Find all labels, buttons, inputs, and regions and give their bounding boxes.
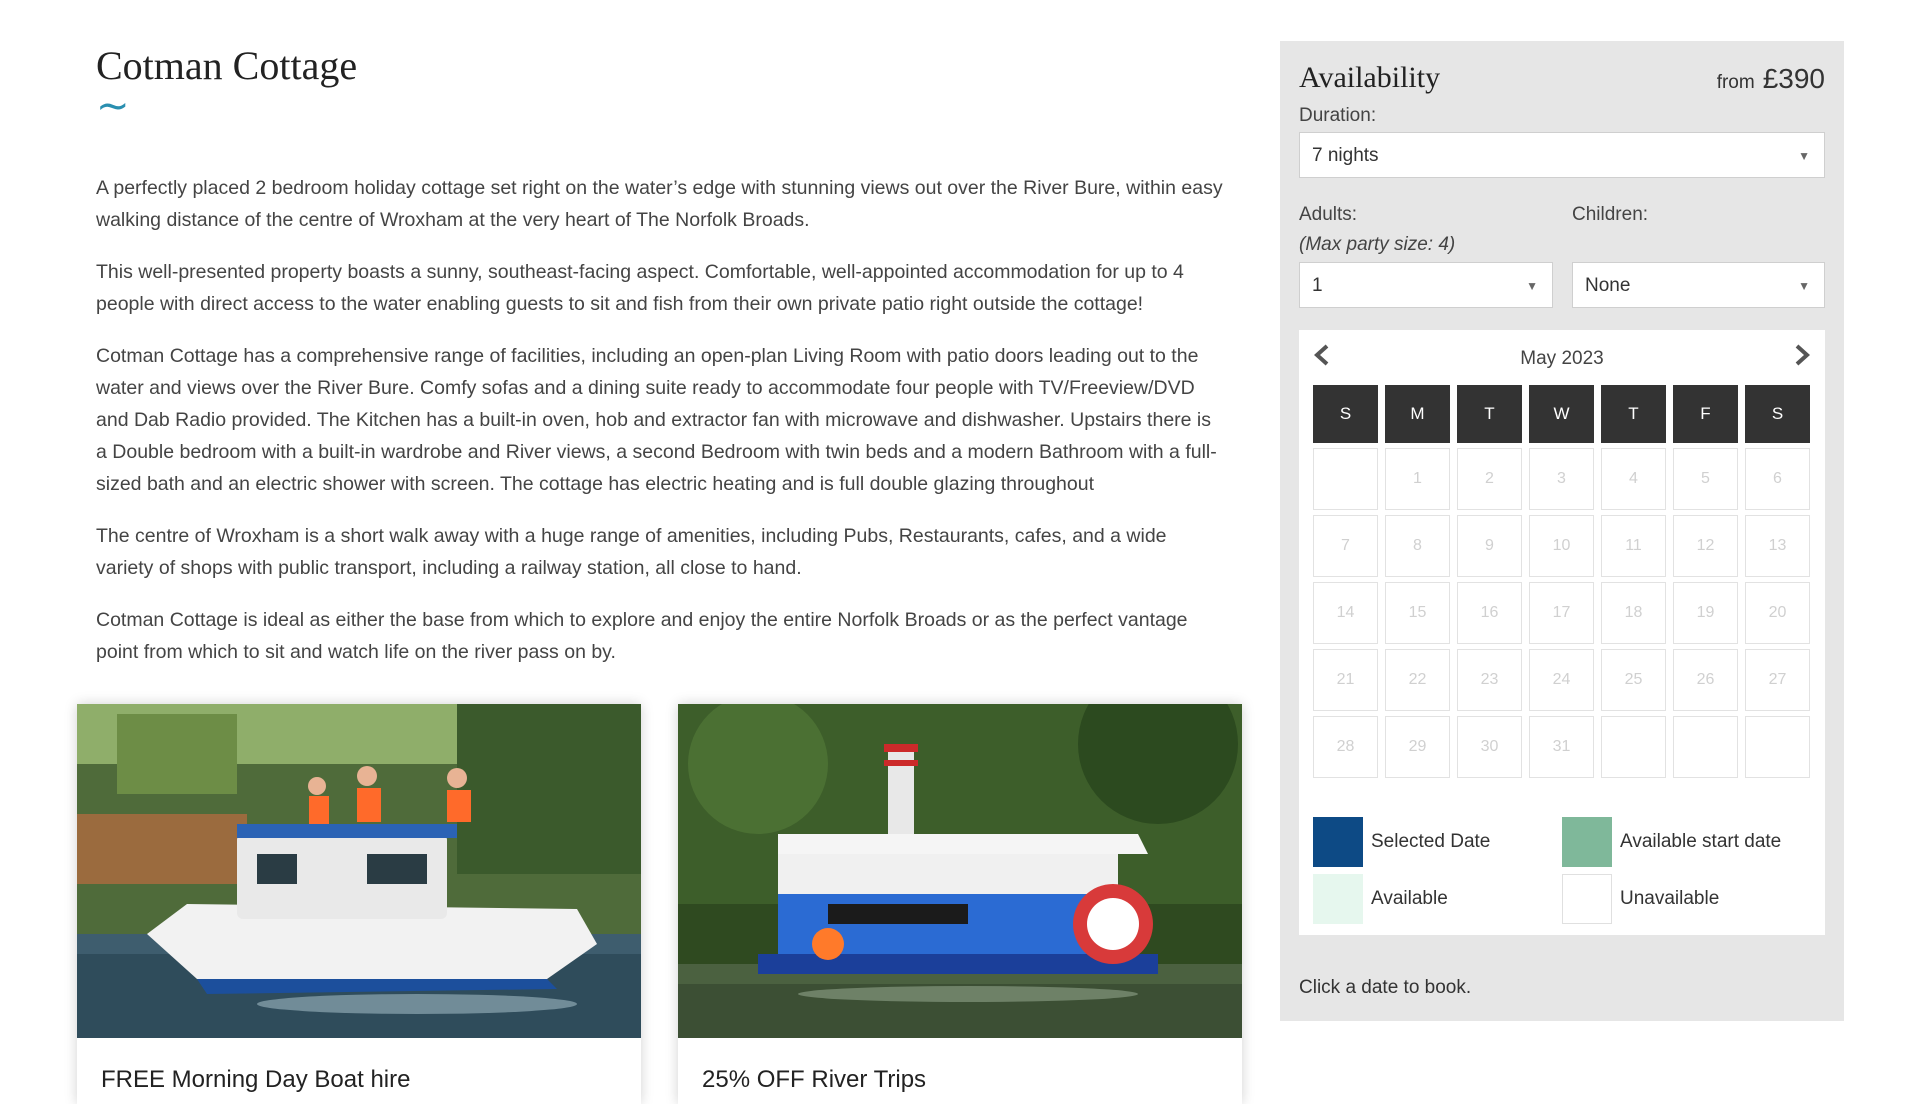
- property-description: [96, 172, 1226, 668]
- booking-hint: Click a date to book.: [1299, 977, 1472, 998]
- calendar-day[interactable]: 31: [1529, 716, 1594, 778]
- dropdown-arrow-icon: ▼: [1798, 279, 1810, 293]
- price-amount: £390: [1762, 63, 1825, 94]
- legend-available: Available: [1371, 888, 1448, 909]
- adults-label: Adults:: [1299, 204, 1358, 225]
- weekday-header: S: [1745, 385, 1810, 443]
- calendar-day[interactable]: 1: [1385, 448, 1450, 510]
- offer-caption[interactable]: FREE Morning Day Boat hire: [101, 1066, 411, 1093]
- legend-available-start: Available start date: [1620, 831, 1782, 852]
- calendar-day[interactable]: 10: [1529, 515, 1594, 577]
- calendar-day[interactable]: 4: [1601, 448, 1666, 510]
- description-paragraph: This well-presented property boasts a sunny, southeast-facing aspect. Comfortable, well-appointed accommodation for up to 4 people with direct access to the water enabling guests to sit and fish from their own private patio right outside the cottage!: [96, 261, 1184, 315]
- calendar-day[interactable]: 11: [1601, 515, 1666, 577]
- chevron-right-icon[interactable]: [1793, 344, 1811, 373]
- calendar-day[interactable]: 19: [1673, 582, 1738, 644]
- offers-list: [77, 704, 1242, 1093]
- party-size-note: (Max party size: 4): [1299, 234, 1456, 255]
- adults-select[interactable]: [1299, 262, 1553, 308]
- paddle-steamer-photo[interactable]: [678, 704, 1242, 1038]
- availability-calendar: [1299, 330, 1825, 935]
- calendar-day[interactable]: 7: [1313, 515, 1378, 577]
- wave-divider-icon: ~: [96, 83, 130, 129]
- calendar-empty-cell: [1313, 448, 1378, 510]
- weekday-header: T: [1601, 385, 1666, 443]
- legend-selected-date: Selected Date: [1371, 831, 1491, 852]
- adults-value: 1: [1312, 275, 1323, 296]
- weekday-header: F: [1673, 385, 1738, 443]
- calendar-day[interactable]: 24: [1529, 649, 1594, 711]
- duration-value: 7 nights: [1312, 145, 1379, 166]
- offer-card-boat-hire[interactable]: [77, 704, 641, 1104]
- boat-photo[interactable]: [77, 704, 641, 1038]
- offer-card-river-trips[interactable]: [678, 704, 1242, 1104]
- weekday-header: M: [1385, 385, 1450, 443]
- calendar-day[interactable]: 16: [1457, 582, 1522, 644]
- calendar-day[interactable]: 25: [1601, 649, 1666, 711]
- calendar-day[interactable]: 21: [1313, 649, 1378, 711]
- children-value: None: [1585, 275, 1631, 296]
- description-paragraph: A perfectly placed 2 bedroom holiday cottage set right on the water’s edge with stunning views out over the River Bure, within easy walking distance of the centre of Wroxham at the very heart of The Norfolk Broads.: [96, 177, 1223, 231]
- children-label: Children:: [1572, 204, 1649, 225]
- weekday-header: T: [1457, 385, 1522, 443]
- legend-swatch-unavailable: [1562, 874, 1612, 924]
- calendar-day[interactable]: 3: [1529, 448, 1594, 510]
- calendar-empty-cell: [1745, 716, 1810, 778]
- calendar-day[interactable]: 29: [1385, 716, 1450, 778]
- legend-swatch-start: [1562, 817, 1612, 867]
- calendar-day[interactable]: 14: [1313, 582, 1378, 644]
- calendar-day[interactable]: 5: [1673, 448, 1738, 510]
- calendar-day[interactable]: 9: [1457, 515, 1522, 577]
- calendar-day[interactable]: 28: [1313, 716, 1378, 778]
- calendar-day[interactable]: 20: [1745, 582, 1810, 644]
- offer-caption[interactable]: 25% OFF River Trips: [702, 1066, 927, 1093]
- calendar-day[interactable]: 15: [1385, 582, 1450, 644]
- calendar-day[interactable]: 17: [1529, 582, 1594, 644]
- calendar-day[interactable]: 13: [1745, 515, 1810, 577]
- dropdown-arrow-icon: ▼: [1798, 149, 1810, 163]
- description-paragraph: Cotman Cottage is ideal as either the base from which to explore and enjoy the entire Norfolk Broads or as the perfect vantage point from which to sit and watch life on the river pass on by.: [96, 609, 1188, 663]
- weekday-header: W: [1529, 385, 1594, 443]
- description-paragraph: The centre of Wroxham is a short walk away with a huge range of amenities, including Pubs, Restaurants, cafes, and a wide variety of shops with public transport, including a railway station, all close to hand.: [96, 525, 1167, 579]
- calendar-day[interactable]: 23: [1457, 649, 1522, 711]
- calendar-day[interactable]: 27: [1745, 649, 1810, 711]
- calendar-day[interactable]: 8: [1385, 515, 1450, 577]
- calendar-day[interactable]: 22: [1385, 649, 1450, 711]
- children-select[interactable]: [1572, 262, 1825, 308]
- calendar-empty-cell: [1673, 716, 1738, 778]
- price-from: [1717, 63, 1825, 95]
- calendar-empty-cell: [1601, 716, 1666, 778]
- legend-swatch-available: [1313, 874, 1363, 924]
- property-details: [96, 40, 1226, 688]
- dropdown-arrow-icon: ▼: [1526, 279, 1538, 293]
- availability-title: Availability: [1299, 61, 1441, 94]
- calendar-day[interactable]: 6: [1745, 448, 1810, 510]
- calendar-day[interactable]: 2: [1457, 448, 1522, 510]
- calendar-day[interactable]: 12: [1673, 515, 1738, 577]
- legend-unavailable: Unavailable: [1620, 888, 1720, 909]
- availability-panel: [1280, 41, 1844, 1021]
- weekday-header: S: [1313, 385, 1378, 443]
- duration-select[interactable]: [1299, 132, 1825, 178]
- calendar-month: May 2023: [1520, 348, 1604, 369]
- description-paragraph: Cotman Cottage has a comprehensive range of facilities, including an open-plan Living Room with patio doors leading out to the water and views over the River Bure. Comfy sofas and a dining suite ready to accommodate four people with TV/Freeview/DVD and Dab Radio provided. The Kitchen has a built-in oven, hob and extractor fan with microwave and dishwasher. Upstairs there is a Double bedroom with a built-in wardrobe and River views, a second Bedroom with twin beds and a modern Bathroom with a full-sized bath and an electric shower with screen. The cottage has electric heating and is full double glazing throughout: [96, 345, 1217, 495]
- calendar-day[interactable]: 18: [1601, 582, 1666, 644]
- price-prefix: from: [1716, 72, 1755, 93]
- calendar-day[interactable]: 30: [1457, 716, 1522, 778]
- calendar-day[interactable]: 26: [1673, 649, 1738, 711]
- page-title: Cotman Cottage: [96, 43, 358, 88]
- legend-swatch-selected: [1313, 817, 1363, 867]
- duration-label: Duration:: [1299, 105, 1377, 126]
